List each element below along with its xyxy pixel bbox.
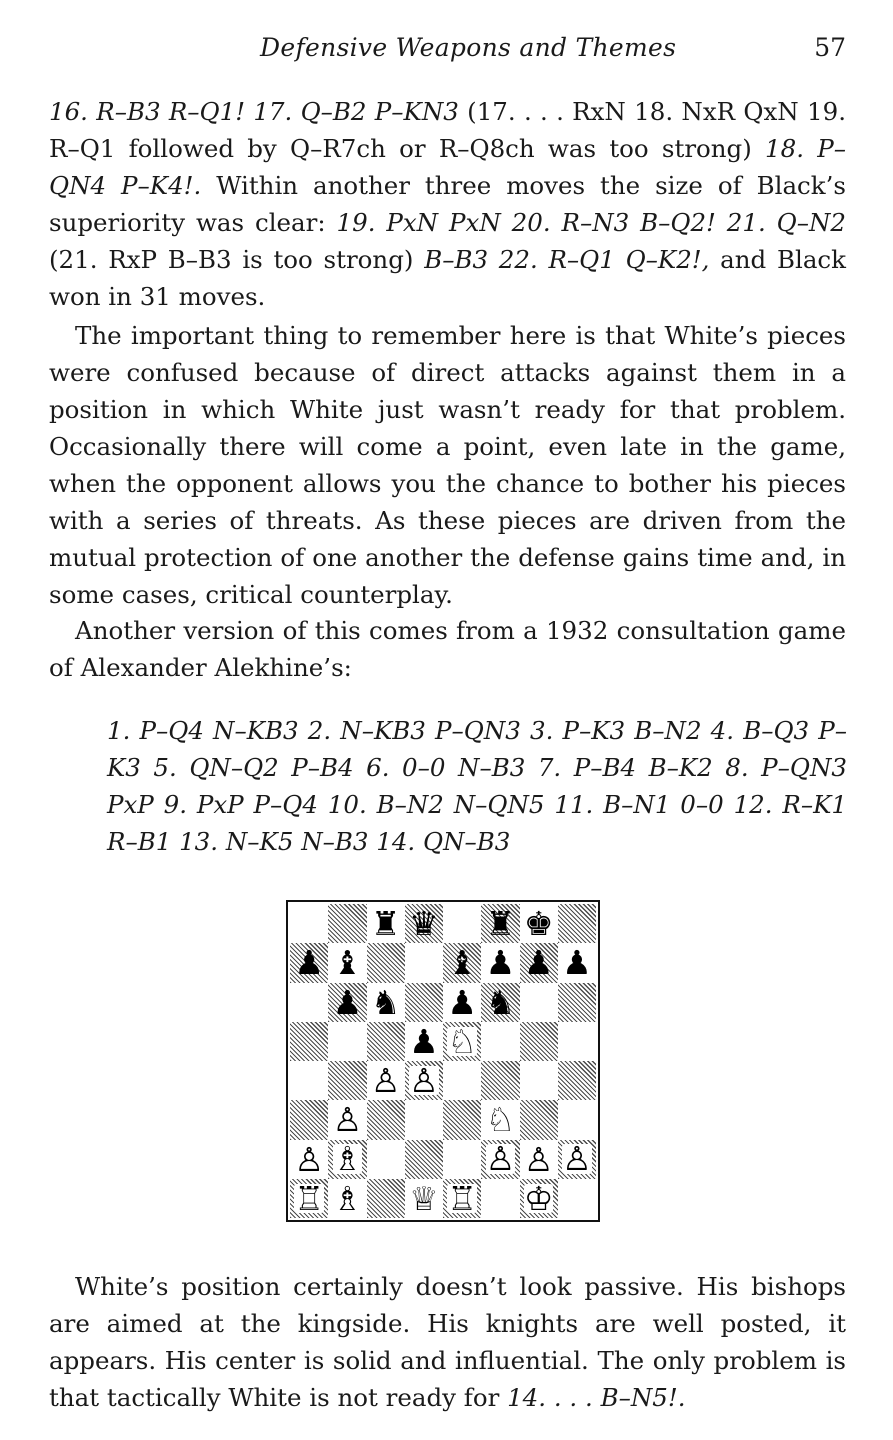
black-queen-icon: ♛ [409,904,439,944]
white-pawn-icon: ♙ [562,1139,592,1179]
chess-board [290,904,596,1218]
black-pawn-icon: ♟ [409,1021,439,1061]
paragraph-text: The important thing to remember here is that White’s pieces were confused because of direct attacks against them in a position in which White just wasn’t ready for that problem. Occasionally there will come a point, even late in the game, when the opponent allows you the chance to bother his pieces with a series of threats. As these pieces are driven from the mutual protection of one another the defense gains time and, in some cases, critical counterplay. [49,321,846,609]
square-f5 [481,1022,519,1061]
black-pawn-icon: ♟ [523,943,554,983]
square-a5 [290,1022,328,1061]
paragraph-text [49,93,846,315]
square-f1 [481,1179,519,1218]
white-king-icon: ♔ [523,1178,554,1218]
square-a8 [290,904,328,943]
square-c4 [367,1061,405,1100]
square-c6 [367,983,405,1022]
square-a7 [290,943,328,982]
white-knight-icon: ♘ [485,1100,516,1140]
square-e1 [443,1179,481,1218]
white-bishop-icon: ♗ [332,1178,363,1218]
square-f2 [481,1140,519,1179]
square-g4 [520,1061,558,1100]
square-h4 [558,1061,596,1100]
square-a3 [290,1100,328,1139]
square-c3 [367,1100,405,1139]
square-f6 [481,983,519,1022]
square-b4 [328,1061,366,1100]
square-g3 [520,1100,558,1139]
square-d6 [405,983,443,1022]
square-g8 [520,904,558,943]
square-d2 [405,1140,443,1179]
black-knight-icon: ♞ [485,982,516,1022]
square-h7 [558,943,596,982]
white-rook-icon: ♖ [294,1178,324,1218]
square-b1 [328,1179,366,1218]
text-run: (17. . . . RxN 18. NxR QxN 19. R–Q1 followed by Q–R7ch or R–Q8ch was too strong) [49,97,846,163]
square-b2 [328,1140,366,1179]
white-queen-icon: ♕ [409,1178,439,1218]
white-pawn-icon: ♙ [294,1139,324,1179]
square-g6 [520,983,558,1022]
black-knight-icon: ♞ [370,982,401,1022]
white-pawn-icon: ♙ [370,1061,401,1101]
square-h6 [558,983,596,1022]
running-header [49,33,846,69]
black-pawn-icon: ♟ [294,943,324,983]
white-rook-icon: ♖ [447,1178,477,1218]
square-f8 [481,904,519,943]
text-run: White’s position certainly doesn’t look passive. His bishops are aimed at the kingside. His knights are well posted, it appears. His center is solid and influential. The only problem is that tactically White is not ready for [49,1272,846,1412]
square-d5 [405,1022,443,1061]
square-b3 [328,1100,366,1139]
white-knight-icon: ♘ [447,1021,477,1061]
square-c7 [367,943,405,982]
square-e3 [443,1100,481,1139]
white-pawn-icon: ♙ [485,1139,516,1179]
black-pawn-icon: ♟ [562,943,592,983]
square-h3 [558,1100,596,1139]
move-notation: 16. R–B3 R–Q1! 17. Q–B2 P–KN3 [49,97,459,126]
square-a2 [290,1140,328,1179]
square-g2 [520,1140,558,1179]
black-bishop-icon: ♝ [332,943,363,983]
square-h2 [558,1140,596,1179]
white-pawn-icon: ♙ [332,1100,363,1140]
chess-diagram [286,900,600,1222]
paragraph-text [49,1268,846,1416]
paragraph-another-version [49,612,846,686]
square-h1 [558,1179,596,1218]
square-e6 [443,983,481,1022]
square-b8 [328,904,366,943]
square-c1 [367,1179,405,1218]
square-b5 [328,1022,366,1061]
white-bishop-icon: ♗ [332,1139,363,1179]
square-e8 [443,904,481,943]
square-a1 [290,1179,328,1218]
move-notation: 19. PxN PxN 20. R–N3 B–Q2! 21. Q–N2 [336,208,846,237]
move-notation: 18. P–QN4 P–K4!. [49,134,846,200]
square-f3 [481,1100,519,1139]
text-run: and Black won in 31 moves. [49,245,846,311]
black-pawn-icon: ♟ [332,982,363,1022]
paragraph-white-position [49,1268,846,1416]
square-b6 [328,983,366,1022]
square-h8 [558,904,596,943]
square-e7 [443,943,481,982]
game-moves-text: 1. P–Q4 N–KB3 2. N–KB3 P–QN3 3. P–K3 B–N2 4. B–Q3 P–K3 5. QN–Q2 P–B4 6. 0–0 N–B3 7. P–B4 B–K2 8. P–QN3 PxP 9. PxP P–Q4 10. B–N2 N–QN5 11. B–N1 0–0 12. R–K1 R–B1 13. N–K5 N–B3 14. QN–B3 [107,716,847,856]
square-c2 [367,1140,405,1179]
paragraph-important-thing [49,317,846,613]
square-g5 [520,1022,558,1061]
square-d8 [405,904,443,943]
square-a6 [290,983,328,1022]
square-a4 [290,1061,328,1100]
black-pawn-icon: ♟ [447,982,477,1022]
text-run: (21. RxP B–B3 is too strong) [49,245,425,274]
square-d1 [405,1179,443,1218]
black-rook-icon: ♜ [485,904,516,944]
game-moves-block [107,712,847,860]
square-f7 [481,943,519,982]
white-pawn-icon: ♙ [523,1139,554,1179]
square-d3 [405,1100,443,1139]
paragraph-game-continuation [49,93,846,315]
white-pawn-icon: ♙ [409,1061,439,1100]
square-d4 [405,1061,443,1100]
black-bishop-icon: ♝ [447,943,477,983]
square-e5 [443,1022,481,1061]
running-title: Defensive Weapons and Themes [260,33,677,62]
square-g1 [520,1179,558,1218]
square-e4 [443,1061,481,1100]
square-b7 [328,943,366,982]
square-c5 [367,1022,405,1061]
square-d7 [405,943,443,982]
text-run: Within another three moves the size of Black’s superiority was clear: [49,171,846,237]
square-f4 [481,1061,519,1100]
square-g7 [520,943,558,982]
black-pawn-icon: ♟ [485,943,516,983]
square-e2 [443,1140,481,1179]
square-c8 [367,904,405,943]
paragraph-text: Another version of this comes from a 1932 consultation game of Alexander Alekhine’s: [49,616,846,682]
page-number: 57 [814,33,846,62]
black-king-icon: ♚ [523,904,554,944]
move-notation: 14. . . . B–N5!. [507,1383,686,1412]
black-rook-icon: ♜ [370,904,401,944]
square-h5 [558,1022,596,1061]
move-notation: B–B3 22. R–Q1 Q–K2!, [424,245,710,274]
